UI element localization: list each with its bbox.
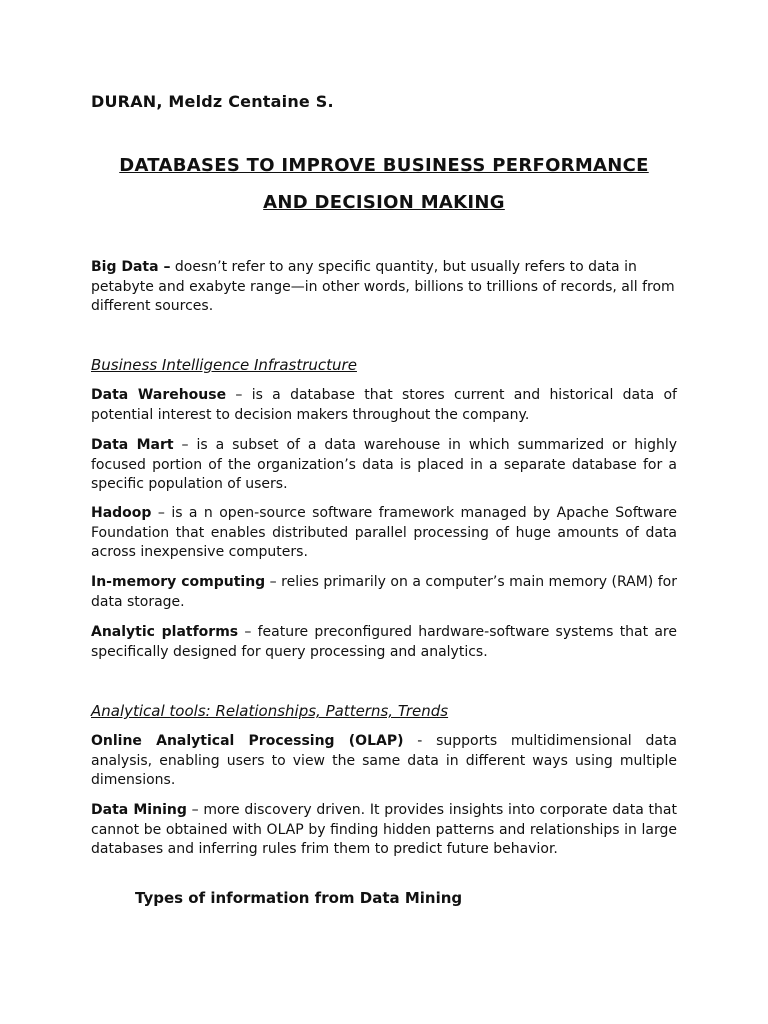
- definition-in-memory-computing: [91, 573, 677, 612]
- definition-text: – is a n open-source software framework managed by Apache Software Foundation that enables distributed parallel processing of huge amounts of data across inexpensive computers.: [91, 505, 677, 560]
- definition-hadoop: [91, 504, 677, 563]
- subheading-data-mining-types: Types of information from Data Mining: [135, 889, 463, 907]
- definition-text: – is a subset of a data warehouse in which summarized or highly focused portion of the organization’s data is placed in a separate database for a specific population of users.: [91, 437, 678, 492]
- definition-olap: [91, 732, 677, 791]
- section-heading-bi-infrastructure: Business Intelligence Infrastructure: [91, 356, 357, 374]
- document-title-line-1: DATABASES TO IMPROVE BUSINESS PERFORMANCE: [119, 155, 649, 176]
- definition-text: – more discovery driven. It provides insights into corporate data that cannot be obtained with OLAP by finding hidden patterns and relationships in large databases and inferring rules frim them to predict future behavior.: [91, 802, 677, 857]
- definition-data-mart: [91, 436, 677, 495]
- definition-term: Analytic platforms: [91, 624, 239, 640]
- definition-term: Data Warehouse: [91, 387, 227, 403]
- definition-term: In-memory computing: [91, 574, 266, 590]
- definition-analytic-platforms: [91, 623, 677, 662]
- author-name: DURAN, Meldz Centaine S.: [91, 92, 334, 111]
- definition-term: Online Analytical Processing (OLAP): [91, 733, 404, 749]
- definition-term: Data Mining: [91, 802, 187, 818]
- document-title-line-2: AND DECISION MAKING: [263, 192, 505, 213]
- definition-data-mining: [91, 801, 677, 860]
- definition-text: – is a database that stores current and historical data of potential interest to decision makers throughout the company.: [91, 387, 677, 423]
- section-heading-analytical-tools: Analytical tools: Relationships, Patterns, Trends: [91, 702, 449, 720]
- definition-data-warehouse: [91, 386, 677, 425]
- definition-term: Data Mart: [91, 437, 174, 453]
- definition-text: – feature preconfigured hardware-software systems that are specifically designed for query processing and analytics.: [91, 624, 677, 660]
- big-data-definition: doesn’t refer to any specific quantity, but usually refers to data in petabyte and exabyte range—in other words, billions to trillions of records, all from different sources.: [91, 259, 675, 314]
- big-data-paragraph: [91, 258, 677, 317]
- big-data-term: Big Data –: [91, 259, 171, 275]
- definition-text: – relies primarily on a computer’s main memory (RAM) for data storage.: [91, 574, 677, 610]
- definition-text: - supports multidimensional data analysis, enabling users to view the same data in different ways using multiple dimensions.: [91, 733, 677, 788]
- definition-term: Hadoop: [91, 505, 152, 521]
